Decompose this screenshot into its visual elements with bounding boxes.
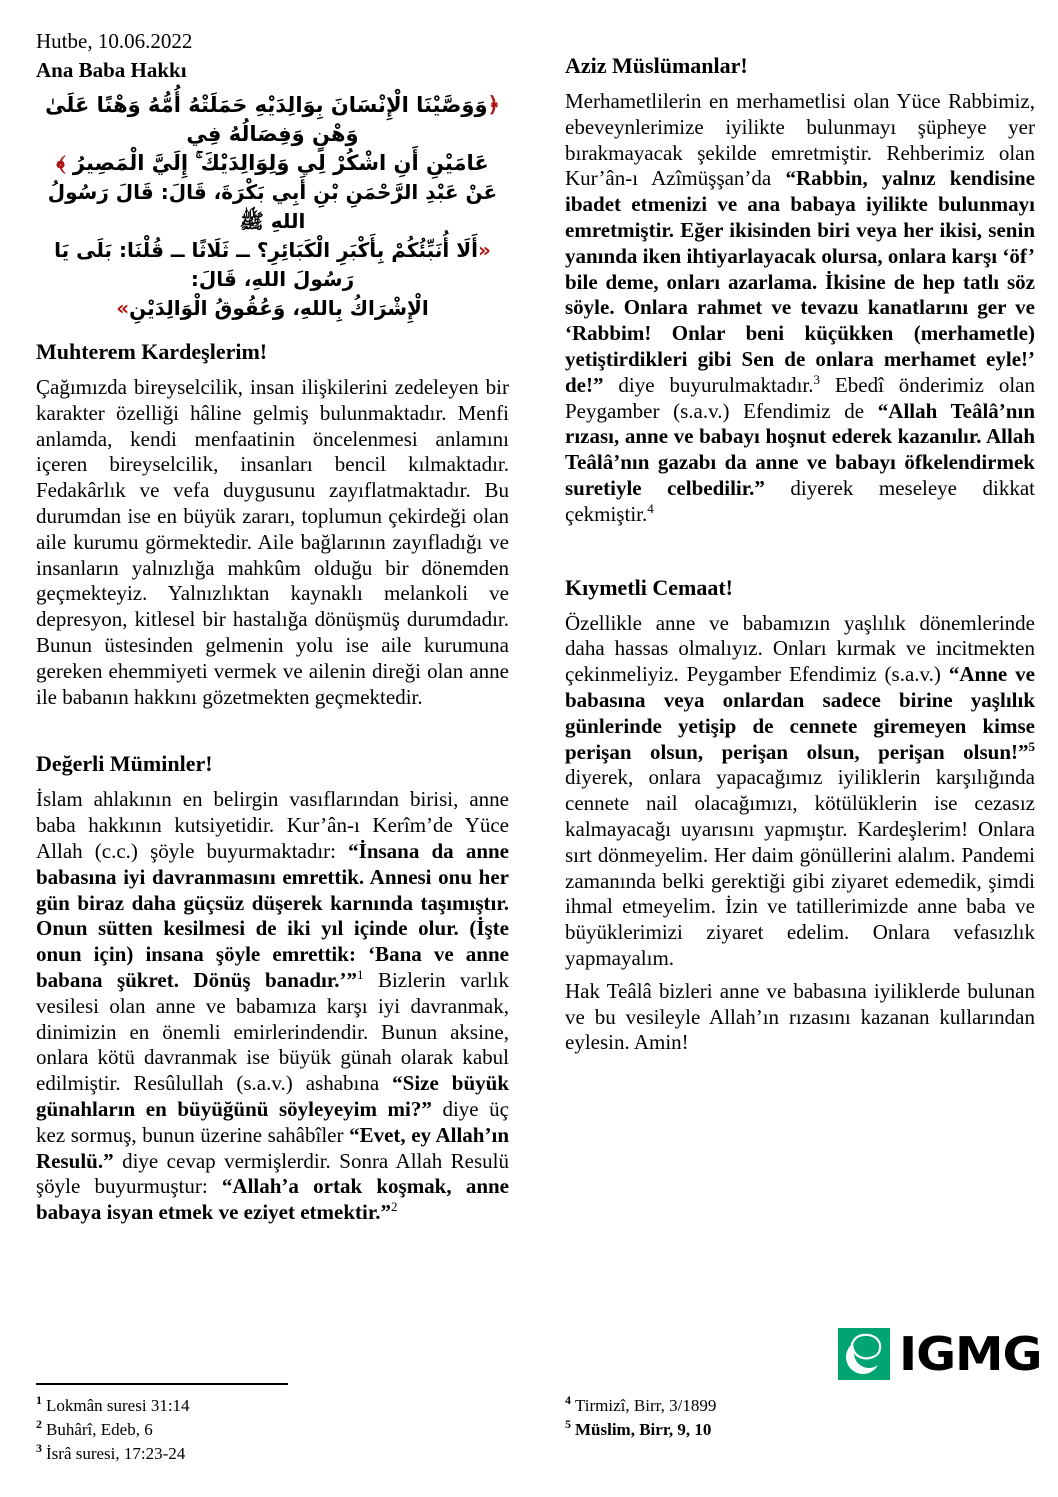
paragraph-islam-ahlaki — [36, 787, 509, 1226]
footnote-text: Buhârî, Edeb, 6 — [46, 1420, 153, 1439]
quote-bold: “Size büyük günahların en büyüğünü söyleyeyim mi?” — [36, 1071, 510, 1121]
footnote-text: Tirmizî, Birr, 3/1899 — [575, 1396, 717, 1415]
arabic-text: الْإِشْرَاكُ بِاللهِ، وَعُقُوقُ الْوَالِدَيْنِ — [129, 296, 429, 320]
arabic-quote-block — [36, 91, 509, 323]
arabic-text: عَنْ عَبْدِ الرَّحْمَنِ بْنِ أَبِي بَكْرَةَ، قَالَ: قَالَ رَسُولُ اللهِ ﷺ — [47, 180, 498, 233]
ornate-open-bracket: ﴿ — [487, 93, 500, 117]
quote-bold: “İnsana da anne babasına iyi davranmasını emrettik. Annesi onu her gün biraz daha güçsüz düşerek karnında taşımıştır. Onun sütten kesilmesi de iki yıl içinde olur. (İşte onun için) insana şöyle emrettik: ‘Bana ve anne babana şükret. Dönüş banadır.’” — [36, 838, 510, 992]
footnote-number: 2 — [36, 1417, 42, 1432]
footnote-1 — [36, 1394, 190, 1418]
body-text: İslam ahlakının en belirgin vasıflarından birisi, anne baba hakkının kutsiyetidir. Kur’ân-ı Kerîm’de Yüce Allah (c.c.) şöyle buyurmaktadır: — [36, 787, 509, 863]
quote-bold: “Rabbin, yalnız kendisine ibadet etmenizi ve ana babaya iyilikte bulunmayı emretmiştir. Eğer ikisinden biri veya her ikisi, senin yanında iken ihtiyarlayacak olursa, onlara karşı ‘öf’ bile deme, onları azarlama. İkisine de hep tatlı söz söyle. Onlara rahmet ve tevazu kanatlarını ger ve ‘Rabbim! Onlar beni küçükken (merhametle) yetiştirdikleri gibi Sen de onlara merhamet eyle!’ de!” — [565, 166, 1035, 397]
arabic-line-1 — [36, 91, 509, 149]
section-heading-degerli-muminler: Değerli Müminler! — [36, 751, 213, 777]
section-heading-muhterem-kardeslerim: Muhterem Kardeşlerim! — [36, 339, 268, 364]
footnote-text: Lokmân suresi 31:14 — [46, 1396, 190, 1415]
arabic-line-3 — [36, 178, 509, 236]
section-heading-aziz-muslumanlar: Aziz Müslümanlar! — [565, 53, 748, 78]
footnote-separator — [36, 1383, 288, 1385]
arabic-line-5 — [36, 294, 509, 323]
quote-bold: “Anne ve babasına veya onlardan sadece birine yaşlılık günlerinde yetişip de cennete giremeyen kimse perişan olsun, perişan olsun, perişan olsun!” — [565, 662, 1035, 764]
paragraph-merhametliler — [565, 89, 1035, 528]
footnotes-right — [565, 1394, 716, 1442]
body-text: Çağımızda bireyselcilik, insan ilişkilerini zedeleyen bir karakter özelliği hâline gelmiş bulunmaktadır. Menfi anlamda, kendi menfaatinin öncelenmesi anlamını içeren bireyselcilik, insanları bencil kılmaktadır. Fedakârlık ve vefa duygusunu zayıflatmaktadır. Bu durumdan ise en büyük zararı, toplumun çekirdeği olan aile kurumu görmektedir. Aile bağlarının zayıfladığı ve insanların yalnızlığa mahkûm olduğu bir dönemden geçmekteyiz. Yalnızlıktan kaynaklı melankoli ve depresyon, kitlesel bir hastalığa dönüşmüş durumdadır. Bunun üstesinden gelmenin yolu ise aile kurumuna gereken ehemmiyeti vermek ve ailenin direği olan anne ile babanın hakkını gözetmekten geçmektedir. — [36, 375, 509, 709]
body-text: diyerek, onlara yapacağımız iyiliklerin karşılığında cennete nail olacağımızı, kötülüklerin ise cezasız kalmayacağı uyarısını yapmıştır. Kardeşlerim! Onlara sırt dönmeyelim. Her daim gönüllerini alalım. Pandemi zamanında belki gerektiği gibi ziyaret edemedik, şimdi ihmal etmeyelim. İzin ve tatillerimizde anne baba ve büyüklerimizi ziyaret edelim. Onlara vefasızlık yapmayalım. — [565, 765, 1035, 970]
quote-bold: “Evet, ey Allah’ın Resulü.” — [36, 1122, 509, 1173]
arabic-line-2 — [36, 149, 509, 178]
arabic-text: وَوَصَّيْنَا الْإِنْسَانَ بِوَالِدَيْهِ حَمَلَتْهُ أُمُّهُ وَهْنًا عَلَىٰ وَهْنٍ وَفِصَالُهُ فِي — [45, 93, 488, 146]
footnote-number: 4 — [565, 1393, 571, 1408]
guillemet-open: « — [477, 238, 491, 262]
left-column — [36, 28, 509, 1226]
body-text: diye buyurulmaktadır. — [603, 372, 814, 397]
body-text: Özellikle anne ve babamızın yaşlılık dönemlerinde daha hassas olmalıyız. Onları kırmak ve incitmekten çekinmeliyiz. Peygamber Efendimiz (s.a.v.) — [565, 610, 1035, 687]
quote-bold: “Allah Teâlâ’nın rızası, anne ve babayı hoşnut ederek kazanılır. Allah Teâlâ’nın gazabı da anne ve babayı öfkelendirmek suretiyle celbedilir.” — [565, 398, 1035, 500]
arabic-text: عَامَيْنِ أَنِ اشْكُرْ لِي وَلِوَالِدَيْكَ ۚ إِلَيَّ الْمَصِيرُ — [65, 151, 489, 175]
footnote-number: 5 — [565, 1417, 571, 1432]
paragraph-ozellikle — [565, 611, 1035, 972]
crescent-europe-icon — [838, 1328, 890, 1380]
body-text: diye üç kez sormuş, bunun üzerine sahâbîler — [36, 1096, 509, 1147]
footnote-text: Müslim, Birr, 9, 10 — [575, 1420, 712, 1439]
body-text: Hak Teâlâ bizleri anne ve babasına iyiliklerde bulunan ve bu vesileyle Allah’ın rızasını kazanan kullarından eylesin. Amin! — [565, 978, 1035, 1055]
paragraph-dua — [565, 979, 1035, 1056]
footnote-ref-2: 2 — [391, 1199, 398, 1215]
body-text: diye cevap vermişlerdir. Sonra Allah Resulü şöyle buyurmuştur: — [36, 1148, 509, 1199]
quote-bold: “Allah’a ortak koşmak, anne babaya isyan etmek ve eziyet etmektir.” — [36, 1174, 510, 1225]
footnote-text: İsrâ suresi, 17:23-24 — [46, 1444, 186, 1463]
arabic-text: أَلَا أُنَبِّئُكُمْ بِأَكْبَرِ الْكَبَائِرِ؟ ــ ثَلَاثًا ــ قُلْنَا: بَلَى يَا رَسُولَ اللهِ، قَالَ: — [54, 238, 478, 291]
igmg-wordmark: IGMG — [899, 1327, 1042, 1381]
arabic-line-4 — [36, 236, 509, 294]
ornate-close-bracket: ﴾ — [56, 151, 66, 175]
footnote-3 — [36, 1442, 190, 1466]
paragraph-bireyselcilik — [36, 375, 509, 710]
igmg-logo — [838, 1327, 1042, 1381]
footnote-number: 1 — [36, 1393, 42, 1408]
body-text: Bizlerin varlık vesilesi olan anne ve babamıza karşı iyi davranmak, dinimizin en önemli emirlerindendir. Bunun aksine, onlara kötü davranmak ise büyük günah olarak kabul edilmiştir. Resûlullah (s.a.v.) ashabına — [36, 967, 509, 1096]
guillemet-close: » — [116, 296, 130, 320]
footnote-2 — [36, 1418, 190, 1442]
footnote-ref-3: 3 — [813, 371, 821, 387]
header-date: Hutbe, 10.06.2022 — [36, 29, 193, 53]
footnote-4 — [565, 1394, 716, 1418]
body-text: Merhametlilerin en merhametlisi olan Yüce Rabbimiz, ebeveynlerimize iyilikte bulunmayı şüpheye yer bırakmayacak şekilde emretmiştir. Rehberimiz olan Kur’ân-ı Azîmüşşan’da — [565, 89, 1035, 191]
body-text: diyerek meseleye dikkat çekmiştir. — [565, 475, 1035, 526]
right-column — [565, 52, 1035, 1056]
page-title: Ana Baba Hakkı — [36, 58, 187, 82]
footnote-ref-1: 1 — [357, 966, 364, 982]
footnote-5 — [565, 1418, 716, 1442]
footnote-ref-5: 5 — [1028, 738, 1035, 754]
footnote-ref-4: 4 — [647, 500, 654, 516]
footnote-number: 3 — [36, 1441, 42, 1456]
footnotes-left — [36, 1394, 190, 1466]
body-text: Ebedî önderimiz olan Peygamber (s.a.v.) Efendimiz de — [565, 372, 1035, 423]
section-heading-kiymetli-cemaat: Kıymetli Cemaat! — [565, 574, 733, 600]
